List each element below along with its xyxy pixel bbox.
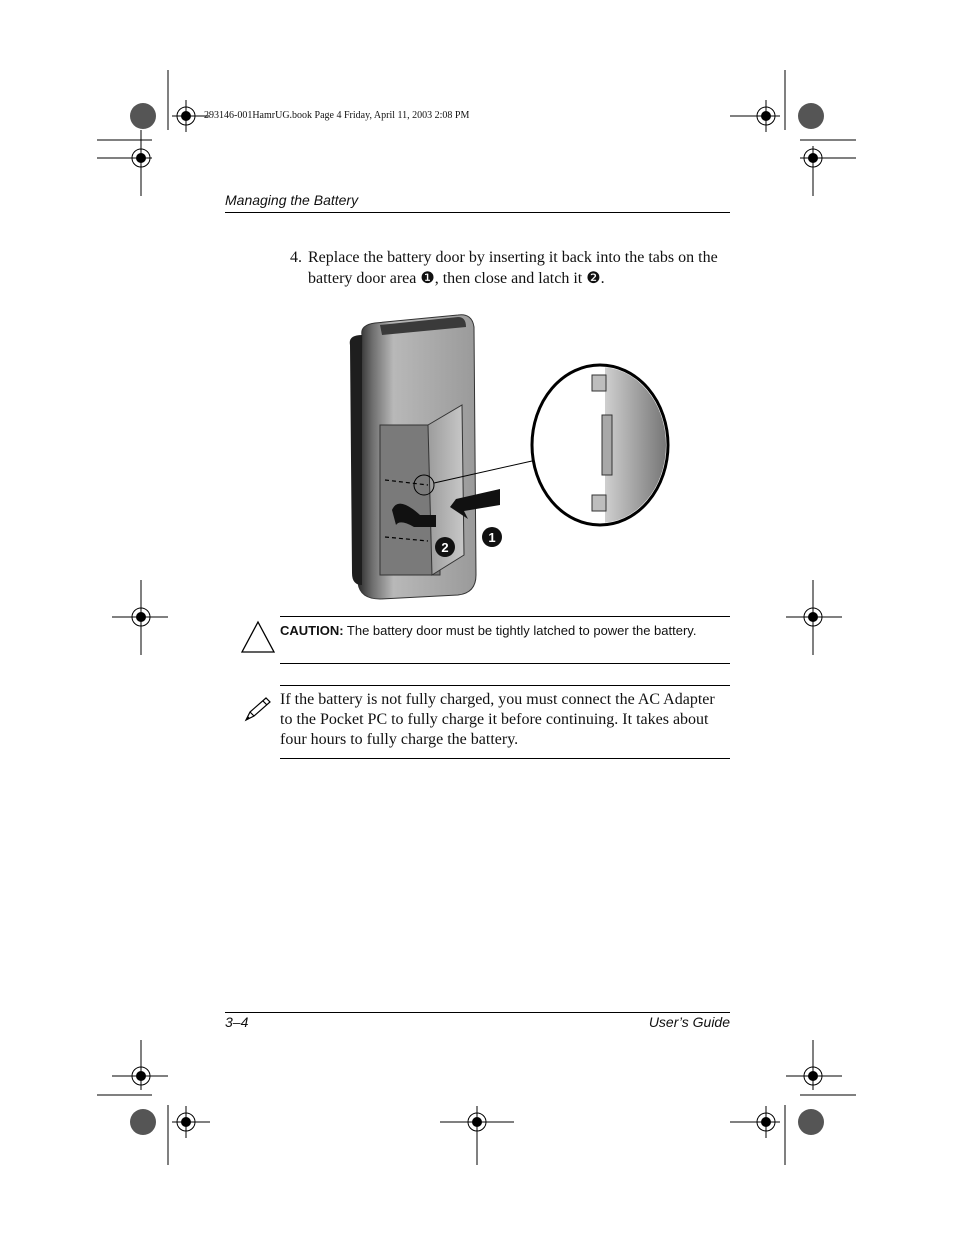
caution-rule-top — [280, 616, 730, 617]
caution-triangle-icon — [240, 620, 276, 654]
caution-label: CAUTION: — [280, 623, 344, 638]
note-text: If the battery is not fully charged, you must connect the AC Adapter to the Pocket PC to fully charge it before continuing. It takes about four hours to fully charge the battery. — [280, 691, 715, 748]
running-head: Managing the Battery — [225, 192, 359, 208]
caution-body: The battery door must be tightly latched to power the battery. — [343, 623, 697, 638]
pencil-note-icon — [240, 694, 274, 724]
callout-2: 2 — [441, 540, 449, 555]
note-rule-bottom — [280, 758, 730, 759]
note-rule-top — [280, 685, 730, 686]
step-number: 4. — [290, 249, 302, 266]
step-text: Replace the battery door by inserting it back into the tabs on the battery door area ❶, then close and latch it ❷. — [308, 249, 718, 287]
page-number: 3–4 — [225, 1014, 249, 1030]
guide-title: User’s Guide — [648, 1014, 730, 1030]
battery-door-illustration — [340, 305, 680, 605]
header-rule — [225, 212, 730, 213]
footer-rule — [225, 1012, 730, 1013]
print-header: 293146-001HamrUG.book Page 4 Friday, April 11, 2003 2:08 PM — [204, 110, 470, 121]
callout-1: 1 — [488, 530, 496, 545]
caution-note — [280, 622, 720, 639]
caution-rule-bottom — [280, 663, 730, 664]
